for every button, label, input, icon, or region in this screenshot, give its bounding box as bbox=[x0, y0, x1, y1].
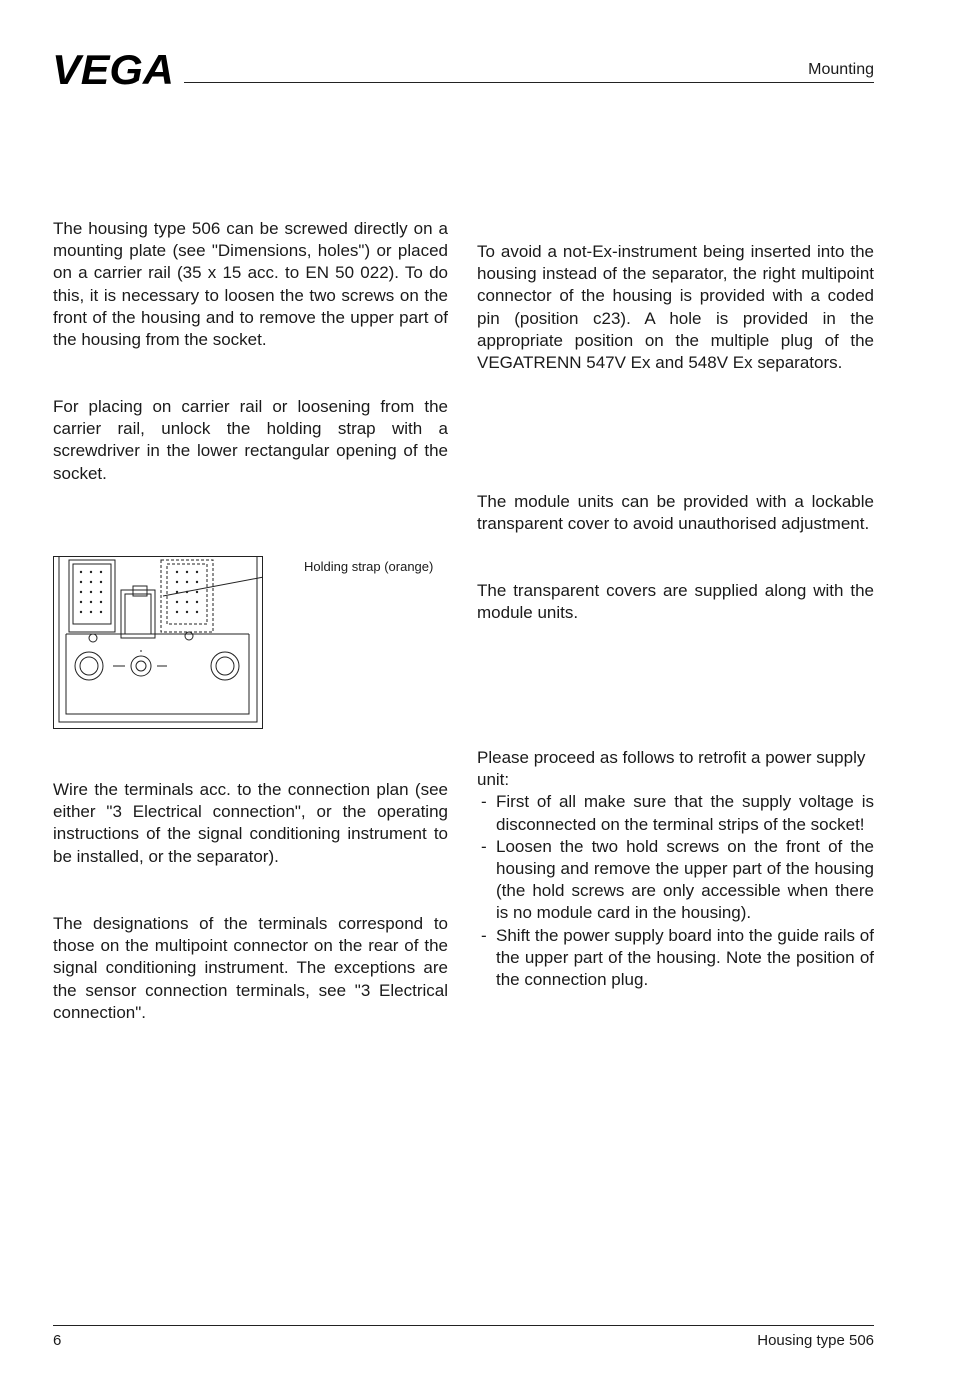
left-paragraph-2: For placing on carrier rail or loosening from the carrier rail, unlock the holding strap with a screwdriver in the lower rectangular opening of the socket. bbox=[53, 397, 448, 483]
housing-socket-figure bbox=[53, 556, 263, 729]
mounting-paragraph bbox=[53, 218, 448, 351]
list-item: - First of all make sure that the supply voltage is disconnected on the terminal strips of the socket! bbox=[477, 791, 874, 835]
covers-supplied-paragraph bbox=[477, 580, 874, 624]
footer-title: Housing type 506 bbox=[757, 1332, 874, 1349]
header-rule bbox=[184, 82, 874, 83]
left-paragraph-3: Wire the terminals acc. to the connection plan (see either "3 Electrical connection", or the operating instructions of the signal conditioning instrument to be installed, or the separator). bbox=[53, 780, 448, 866]
transparent-cover-paragraph bbox=[477, 491, 874, 535]
coded-pin-paragraph bbox=[477, 241, 874, 374]
right-paragraph-2: The module units can be provided with a lockable transparent cover to avoid unauthorised adjustment. bbox=[477, 492, 874, 534]
right-paragraph-4: Please proceed as follows to retrofit a power supply unit: bbox=[477, 748, 866, 790]
retrofit-steps-list bbox=[477, 791, 874, 991]
right-paragraph-1: To avoid a not-Ex-instrument being inserted into the housing instead of the separator, the right multipoint connector of the housing is provided with a coded pin (position c23). A hole is provided in the appropriate position on the multiple plug of the VEGATRENN 547V Ex and 548V Ex separators. bbox=[477, 242, 874, 373]
terminal-designation-paragraph bbox=[53, 913, 448, 1024]
figure-callout-label: Holding strap (orange) bbox=[304, 559, 434, 574]
left-paragraph-4: The designations of the terminals correspond to those on the multipoint connector on the rear of the signal conditioning instrument. The exceptions are the sensor connection terminals, see "3 Electrical connection". bbox=[53, 914, 448, 1022]
footer-rule bbox=[53, 1325, 874, 1326]
svg-text:VEGA: VEGA bbox=[52, 52, 174, 88]
page-number: 6 bbox=[53, 1332, 62, 1349]
wiring-paragraph bbox=[53, 779, 448, 868]
list-item: - Shift the power supply board into the guide rails of the upper part of the housing. Note the position of the connection plug. bbox=[477, 925, 874, 992]
header-section-title: Mounting bbox=[808, 61, 874, 78]
right-paragraph-3: The transparent covers are supplied along with the module units. bbox=[477, 581, 874, 623]
power-supply-retrofit-section bbox=[477, 747, 874, 991]
left-paragraph-1: The housing type 506 can be screwed directly on a mounting plate (see "Dimensions, holes") or placed on a carrier rail (35 x 15 acc. to EN 50 022). To do this, it is necessary to loosen the two screws on the front of the housing and to remove the upper part of the housing from the socket. bbox=[53, 219, 448, 350]
list-item: - Loosen the two hold screws on the front of the housing and remove the upper part of the housing (the hold screws are only accessible when there is no module card in the housing). bbox=[477, 836, 874, 925]
carrier-rail-paragraph bbox=[53, 396, 448, 485]
vega-logo bbox=[52, 52, 176, 88]
